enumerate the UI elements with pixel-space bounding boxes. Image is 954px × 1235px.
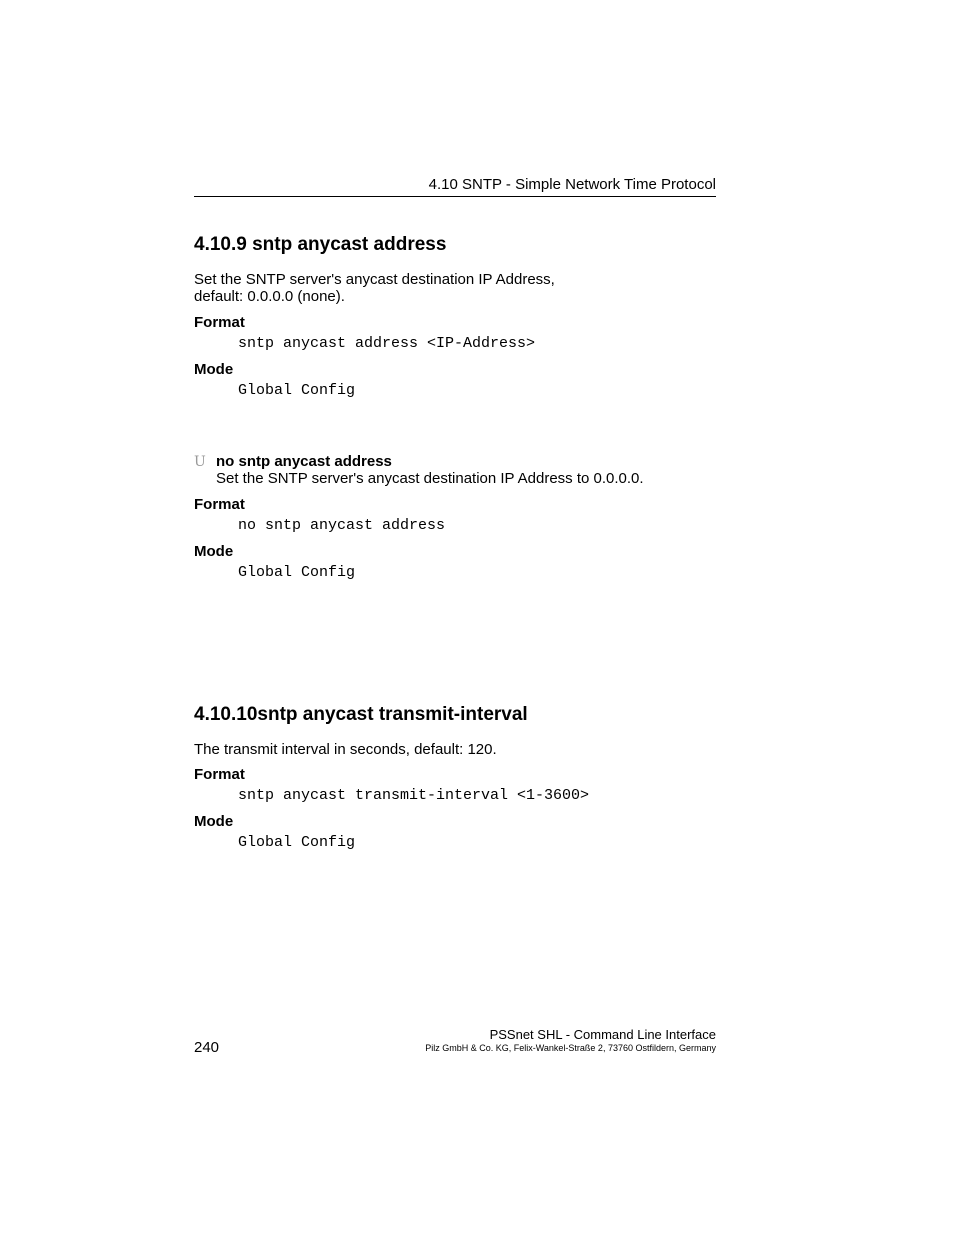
mode-code: Global Config [238,834,356,851]
subcommand-heading: no sntp anycast address [216,453,392,470]
mode-label: Mode [194,813,234,830]
subcommand-mode-code: Global Config [238,564,356,581]
running-header: 4.10 SNTP - Simple Network Time Protocol [428,176,716,193]
subcommand-format-label: Format [194,496,245,513]
format-code: sntp anycast transmit-interval <1-3600> [238,787,590,804]
mode-label: Mode [194,361,234,378]
subcommand-mode-label: Mode [194,543,234,560]
format-label: Format [194,766,245,783]
header-rule [194,196,716,197]
format-label: Format [194,314,245,331]
section-description-line2: default: 0.0.0.0 (none). [194,288,345,305]
section-description-line1: Set the SNTP server's anycast destination IP Address, [194,271,555,288]
format-code: sntp anycast address <IP-Address> [238,335,536,352]
subcommand-description: Set the SNTP server's anycast destination IP Address to 0.0.0.0. [216,470,644,487]
bullet-icon: U [194,454,206,470]
page-number: 240 [194,1039,220,1056]
section-heading-anycast-address: 4.10.9 sntp anycast address [194,234,447,255]
footer-address: Pilz GmbH & Co. KG, Felix-Wankel-Straße 2, 73760 Ostfildern, Germany [425,1043,716,1053]
subcommand-format-code: no sntp anycast address [238,517,446,534]
section-heading-transmit-interval: 4.10.10sntp anycast transmit-interval [194,704,528,725]
section-description: The transmit interval in seconds, default: 120. [194,741,497,758]
mode-code: Global Config [238,382,356,399]
footer-doc-title: PSSnet SHL - Command Line Interface [489,1027,716,1042]
